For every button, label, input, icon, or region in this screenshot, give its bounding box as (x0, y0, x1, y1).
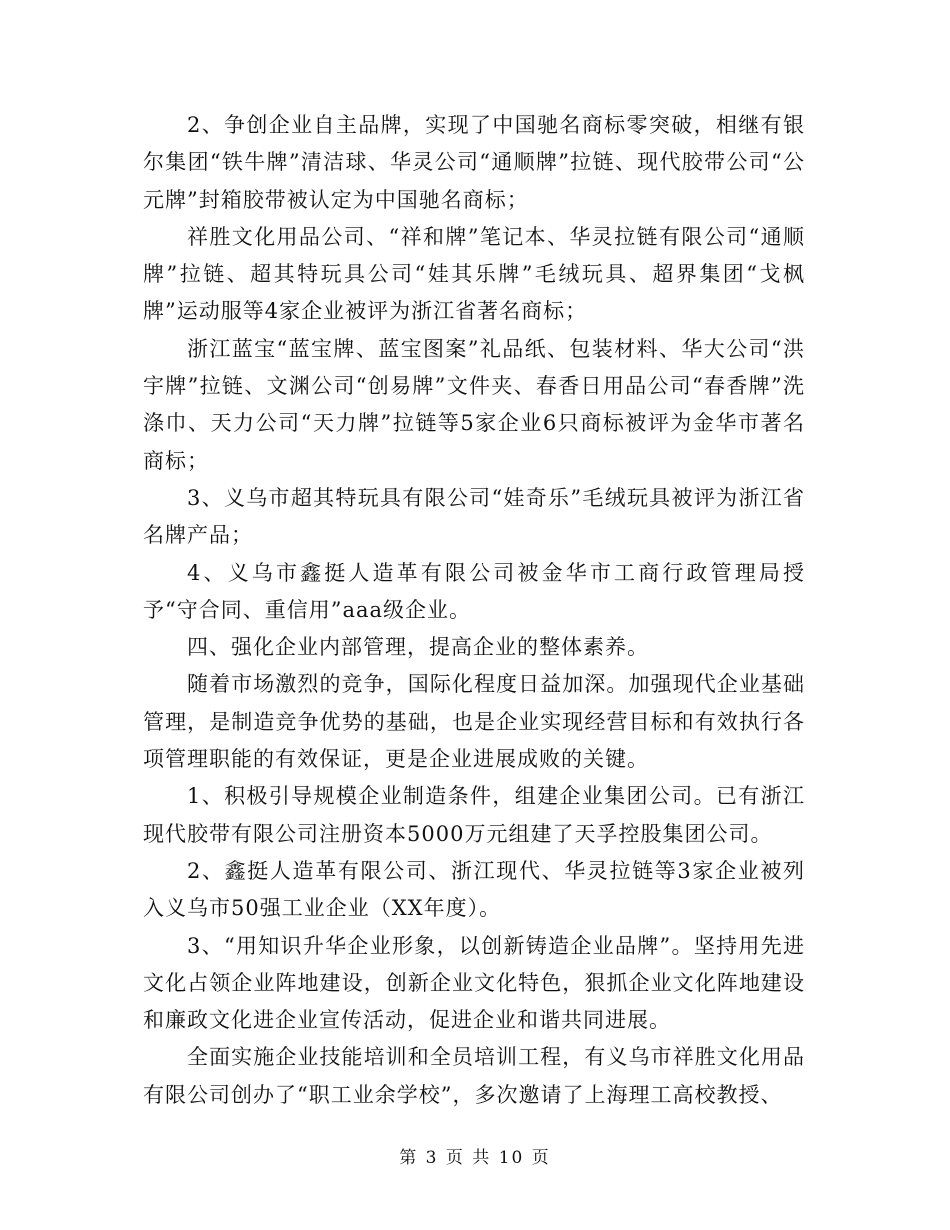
paragraph-brand-awards: 2、争创企业自主品牌，实现了中国驰名商标零突破，相继有银尔集团“铁牛牌”清洁球、华灵公司“通顺牌”拉链、现代胶带公司“公元牌”封箱胶带被认定为中国驰名商标； (143, 113, 805, 212)
paragraph-management-intro: 随着市场激烈的竞争，国际化程度日益加深。加强现代企业基础管理，是制造竞争优势的基础，也是企业实现经营目标和有效执行各项管理职能的有效保证，更是企业进展成败的关键。 (143, 672, 805, 772)
paragraph-training: 全面实施企业技能培训和全员培训工程，有义乌市祥胜文化用品有限公司创办了“职工业余学校”，多次邀请了上海理工高校教授、 (143, 1045, 805, 1107)
section-heading-management: 四、强化企业内部管理，提高企业的整体素养。 (187, 635, 649, 660)
paragraph-group-company: 1、积极引导规模企业制造条件，组建企业集团公司。已有浙江现代胶带有限公司注册资本5000万元组建了天孚控股集团公司。 (143, 784, 805, 846)
paragraph-zhejiang-famous-trademarks: 祥胜文化用品公司、“祥和牌”笔记本、华灵拉链有限公司“通顺牌”拉链、超其特玩具公司“娃其乐牌”毛绒玩具、超界集团“戈枫牌”运动服等4家企业被评为浙江省著名商标； (143, 224, 805, 324)
paragraph-famous-product: 3、义乌市超其特玩具有限公司“娃奇乐”毛绒玩具被评为浙江省名牌产品； (143, 485, 805, 548)
paragraph-top50-enterprises: 2、鑫挺人造革有限公司、浙江现代、华灵拉链等3家企业被列入义乌市50强工业企业（XX年度）。 (143, 858, 805, 921)
paragraph-aaa-enterprise: 4、义乌市鑫挺人造革有限公司被金华市工商行政管理局授予“守合同、重信用”aaa级企业。 (143, 560, 805, 622)
paragraph-corporate-culture: 3、“用知识升华企业形象，以创新铸造企业品牌”。坚持用先进文化占领企业阵地建设，创新企业文化特色，狠抓企业文化阵地建设和廉政文化进企业宣传活动，促进企业和谐共同进展。 (143, 933, 805, 1033)
body-text (143, 107, 805, 1114)
page-number-footer: 第 3 页 共 10 页 (399, 1148, 551, 1168)
paragraph-jinhua-famous-trademarks: 浙江蓝宝“蓝宝牌、蓝宝图案”礼品纸、包装材料、华大公司“洪宇牌”拉链、文渊公司“创易牌”文件夹、春香日用品公司“春香牌”洗涤巾、天力公司“天力牌”拉链等5家企业6只商标被评为金华市著名商标； (143, 336, 805, 473)
